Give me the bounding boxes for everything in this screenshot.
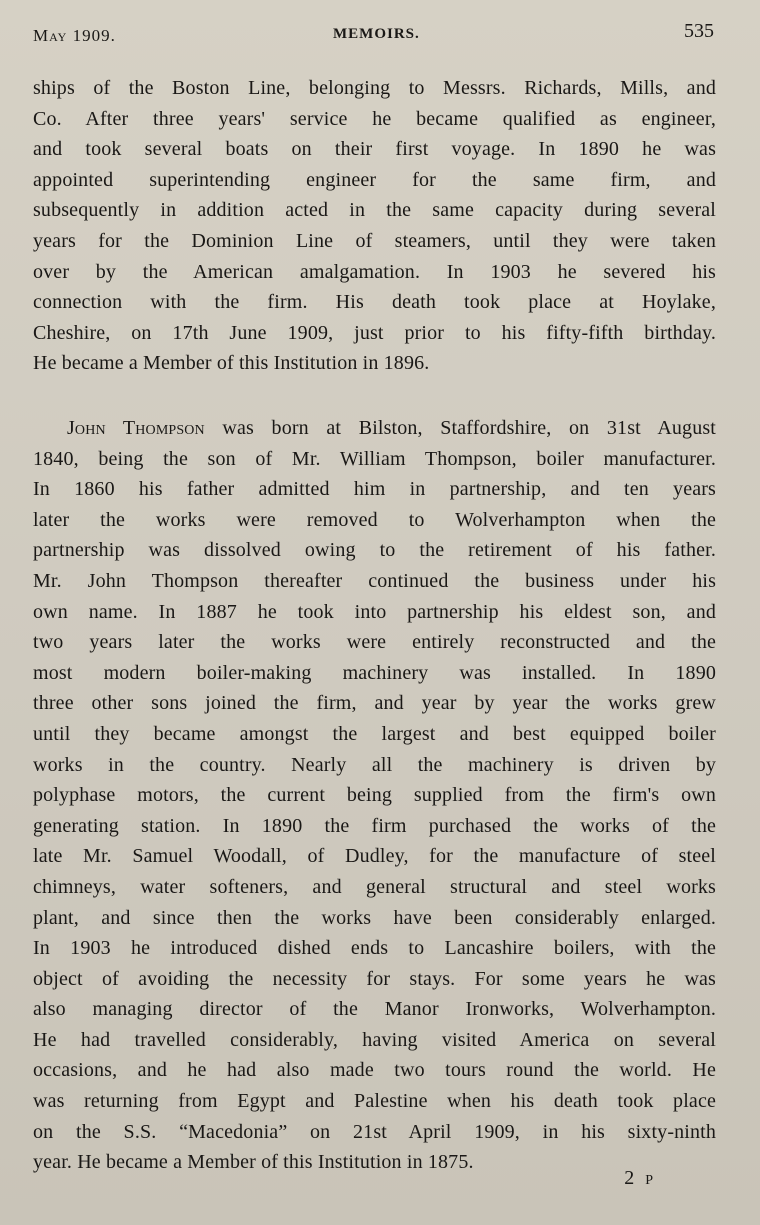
text-line: In 1860 his father admitted him in partnership, and ten years [33,478,716,501]
text-line: generating station. In 1890 the firm purchased the works of the [33,814,716,837]
header-section-title: MEMOIRS. [333,26,420,42]
text-line: In 1903 he introduced dished ends to Lancashire boilers, with the [33,937,716,960]
text-line: own name. In 1887 he took into partnership his eldest son, and [33,600,716,623]
text-line: appointed superintending engineer for the same firm, and [33,168,716,191]
running-header [33,20,714,48]
text-line: Mr. John Thompson thereafter continued the business under his [33,569,716,592]
text-line: also managing director of the Manor Ironworks, Wolverhampton. [33,998,716,1021]
text-line: years for the Dominion Line of steamers, until they were taken [33,229,716,252]
text-line: on the S.S. “Macedonia” on 21st April 1909, in his sixty-ninth [33,1120,716,1143]
text-line: He had travelled considerably, having visited America on several [33,1028,716,1051]
text-line: subsequently in addition acted in the same capacity during several [33,199,716,222]
signature-letter: P [645,1173,656,1188]
text-line: later the works were removed to Wolverhampton when the [33,508,716,531]
text-line: over by the American amalgamation. In 1903 he severed his [33,260,716,283]
text-line: occasions, and he had also made two tours round the world. He [33,1059,716,1082]
text-line: two years later the works were entirely reconstructed and the [33,631,716,654]
memoir-subject-name: John Thompson [67,417,205,439]
text-line: most modern boiler-making machinery was installed. In 1890 [33,661,716,684]
text-line: plant, and since then the works have been considerably enlarged. [33,906,716,929]
text-line: works in the country. Nearly all the machinery is driven by [33,753,716,776]
text-line: He became a Member of this Institution in 1896. [33,352,430,375]
text-line: 1840, being the son of Mr. William Thompson, boiler manufacturer. [33,447,716,470]
memoir-paragraph-continued [33,73,716,379]
text-line: object of avoiding the necessity for stays. For some years he was [33,967,716,990]
text-line: Cheshire, on 17th June 1909, just prior to his fifty-fifth birthday. [33,321,716,344]
text-line: was returning from Egypt and Palestine when his death took place [33,1090,716,1113]
header-date: May 1909. [33,26,116,45]
text-line: three other sons joined the firm, and year by year the works grew [33,692,716,715]
text-line: polyphase motors, the current being supplied from the firm's own [33,784,716,807]
first-line-text: was born at Bilston, Staffordshire, on 31st August [204,417,716,439]
signature-number: 2 [624,1167,638,1189]
text-line: ships of the Boston Line, belonging to Messrs. Richards, Mills, and [33,77,716,99]
text-line: year. He became a Member of this Institution in 1875. [33,1151,474,1174]
memoir-paragraph-john-thompson [33,413,716,1178]
text-line: until they became amongst the largest and best equipped boiler [33,722,716,745]
text-line: chimneys, water softeners, and general structural and steel works [33,875,716,898]
text-line: Co. After three years' service he became qualified as engineer, [33,107,716,130]
text-line: connection with the firm. His death took place at Hoylake, [33,291,716,314]
text-line: partnership was dissolved owing to the retirement of his father. [33,539,716,562]
text-line-first [33,413,716,444]
page-number: 535 [684,20,714,42]
printer-signature-mark [624,1167,656,1190]
text-line: and took several boats on their first voyage. In 1890 he was [33,138,716,161]
text-line: late Mr. Samuel Woodall, of Dudley, for the manufacture of steel [33,845,716,868]
